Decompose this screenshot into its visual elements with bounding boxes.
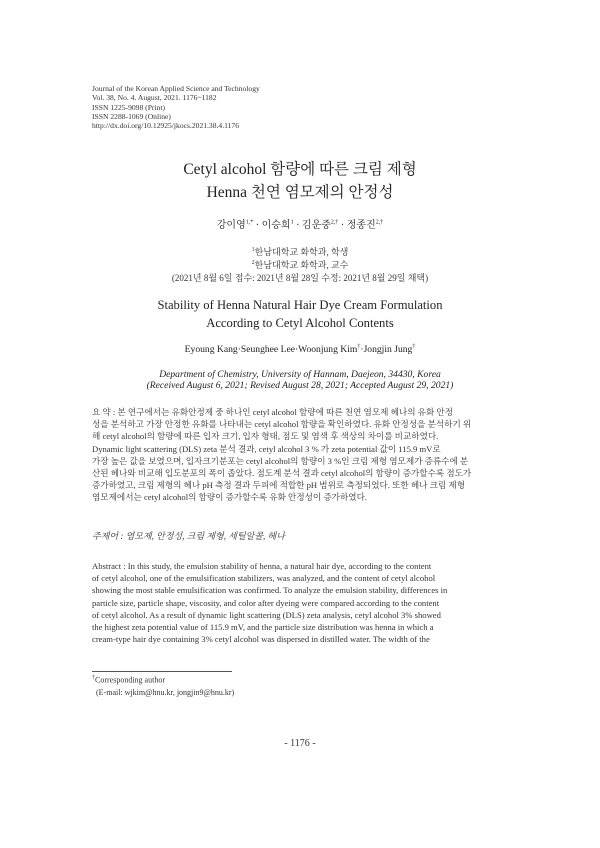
abstract-line: 해 cetyl alcohol의 함량에 따른 입자 크기, 입자 형태, 점도 및 염색 후 색상의 차이를 비교하였다. — [92, 431, 439, 442]
author-separator: · — [294, 344, 299, 356]
korean-title-line2: Henna 천연 염모제의 안정성 — [206, 184, 394, 201]
author-mark: 1,* — [245, 219, 254, 226]
affiliation-text: 한남대학교 화학과, 학생 — [254, 247, 349, 257]
journal-name: Journal of the Korean Applied Science and Technology — [92, 84, 260, 93]
author-mark: † — [412, 344, 416, 350]
korean-abstract — [92, 406, 508, 504]
korean-authors — [0, 216, 600, 231]
page-number: - 1176 - — [284, 738, 316, 749]
author-separator: · — [237, 344, 241, 356]
english-abstract — [92, 560, 508, 645]
english-title-line2: According to Cetyl Alcohol Contents — [206, 316, 394, 330]
abstract-line: 성을 분석하고 가장 안정한 유화를 나타내는 cetyl alcohol 함량을 확인하였다. 유화 안정성을 분석하기 위 — [92, 419, 472, 430]
journal-volume: Vol. 38, No. 4. August, 2021. 1176~1182 — [92, 93, 217, 103]
author-name: Eyoung Kang — [184, 344, 238, 356]
abstract-line: Abstract : In this study, the emulsion stability of henna, a natural hair dye, according to the content — [92, 561, 432, 571]
footnote-mark: † — [92, 675, 95, 681]
abstract-line: particle size, particle shape, viscosity, and color after dyeing were compared according to the content — [92, 597, 440, 608]
abstract-line: 염모제에서는 cetyl alcohol의 함량이 증가할수록 유화 안정성이 증가하였다. — [92, 492, 368, 503]
author-mark: † — [357, 344, 361, 350]
abstract-line: Dynamic light scattering (DLS) zeta 분석 결과, cetyl alcohol 3 % 가 zeta potential 값이 115.9 mV로 — [92, 443, 441, 454]
author-mark: 2,† — [330, 219, 339, 226]
abstract-line: the highest zeta potential value of 115.9 mV, and the particle size distribution was henna in which a — [92, 622, 434, 633]
footnote-label: Corresponding author — [95, 675, 165, 685]
issn-print: ISSN 1225-9098 (Print) — [92, 102, 165, 112]
abstract-line: 요 약 : 본 연구에서는 유화안정제 중 하나인 cetyl alcohol 함량에 따른 천연 염모제 헤나의 유화 안정 — [92, 407, 454, 417]
author-separator: · — [360, 344, 364, 356]
abstract-line: 가장 높은 값을 보였으며, 입자크기분포는 cetyl alcohol의 함량이 3 %인 크림 제형 염모제가 증류수에 분 — [92, 455, 469, 466]
author-name: 이승희 — [261, 220, 291, 231]
author-separator: · — [253, 220, 262, 231]
doi-link[interactable]: http://dx.doi.org/10.12925/jkocs.2021.38.4.1176 — [92, 121, 240, 131]
english-authors — [0, 344, 600, 355]
author-mark: 1 — [290, 219, 294, 226]
affiliation-text: 한남대학교 화학과, 교수 — [254, 260, 349, 270]
abstract-line: 산된 헤나와 비교해 입도분포의 폭이 좁았다. 점도계 분석 결과 cetyl alcohol의 함량이 증가할수록 점도가 — [92, 468, 472, 479]
abstract-line: cream-type hair dye containing 3% cetyl alcohol was dispersed in distilled water. The width of the — [92, 634, 430, 645]
keywords: 주제어 : 염모제, 안정성, 크림 제형, 세틸알콜, 헤나 — [92, 531, 285, 541]
author-mark: 2,† — [375, 219, 384, 226]
author-separator: · — [293, 220, 302, 231]
english-title-line1: Stability of Henna Natural Hair Dye Cream Formulation — [157, 298, 443, 312]
abstract-line: showing the most stable emulsification was confirmed. To analyze the emulsion stability, differences in — [92, 585, 448, 596]
author-name: 강이영 — [216, 220, 246, 231]
author-name: Seunghee Lee — [240, 344, 295, 356]
issn-online: ISSN 2288-1069 (Online) — [92, 111, 171, 121]
footnote-email: (E-mail: wjkim@hnu.kr, jongjin9@hnu.kr) — [96, 688, 235, 697]
author-name: Jongjin Jung — [363, 344, 413, 356]
footnote-rule — [92, 671, 232, 672]
author-name: 정종진 — [346, 220, 376, 231]
author-name: Woonjung Kim — [298, 344, 358, 356]
department: Department of Chemistry, University of Hannam, Daejeon, 34430, Korea — [159, 369, 441, 380]
abstract-line: of cetyl alcohol. As a result of dynamic light scattering (DLS) zeta analysis, cetyl alcohol 3% showed — [92, 609, 441, 620]
journal-info — [92, 84, 260, 130]
abstract-line: of cetyl alcohol, one of the emulsification stabilizers, was analyzed, and the content of cetyl alcohol — [92, 573, 436, 584]
korean-affiliation-1 — [0, 245, 600, 258]
footnote-corresponding — [92, 675, 165, 685]
abstract-line: 증가하였고, 크림 제형의 헤나 pH 측정 결과 두피에 적합한 pH 범위로 측정되었다. 또한 헤나 크림 제형 — [92, 480, 465, 491]
korean-dates: (2021년 8월 6일 접수: 2021년 8월 28일 수정: 2021년 8월 29일 채택) — [171, 273, 429, 283]
korean-affiliation-2 — [0, 258, 600, 271]
author-name: 김운중 — [301, 220, 331, 231]
affiliation-mark: 2 — [251, 260, 255, 266]
received-dates: (Received August 6, 2021; Revised August 28, 2021; Accepted August 29, 2021) — [146, 380, 454, 391]
author-separator: · — [338, 220, 347, 231]
affiliation-mark: 1 — [251, 247, 255, 253]
korean-title-line1: Cetyl alcohol 함량에 따른 크림 제형 — [183, 161, 417, 178]
